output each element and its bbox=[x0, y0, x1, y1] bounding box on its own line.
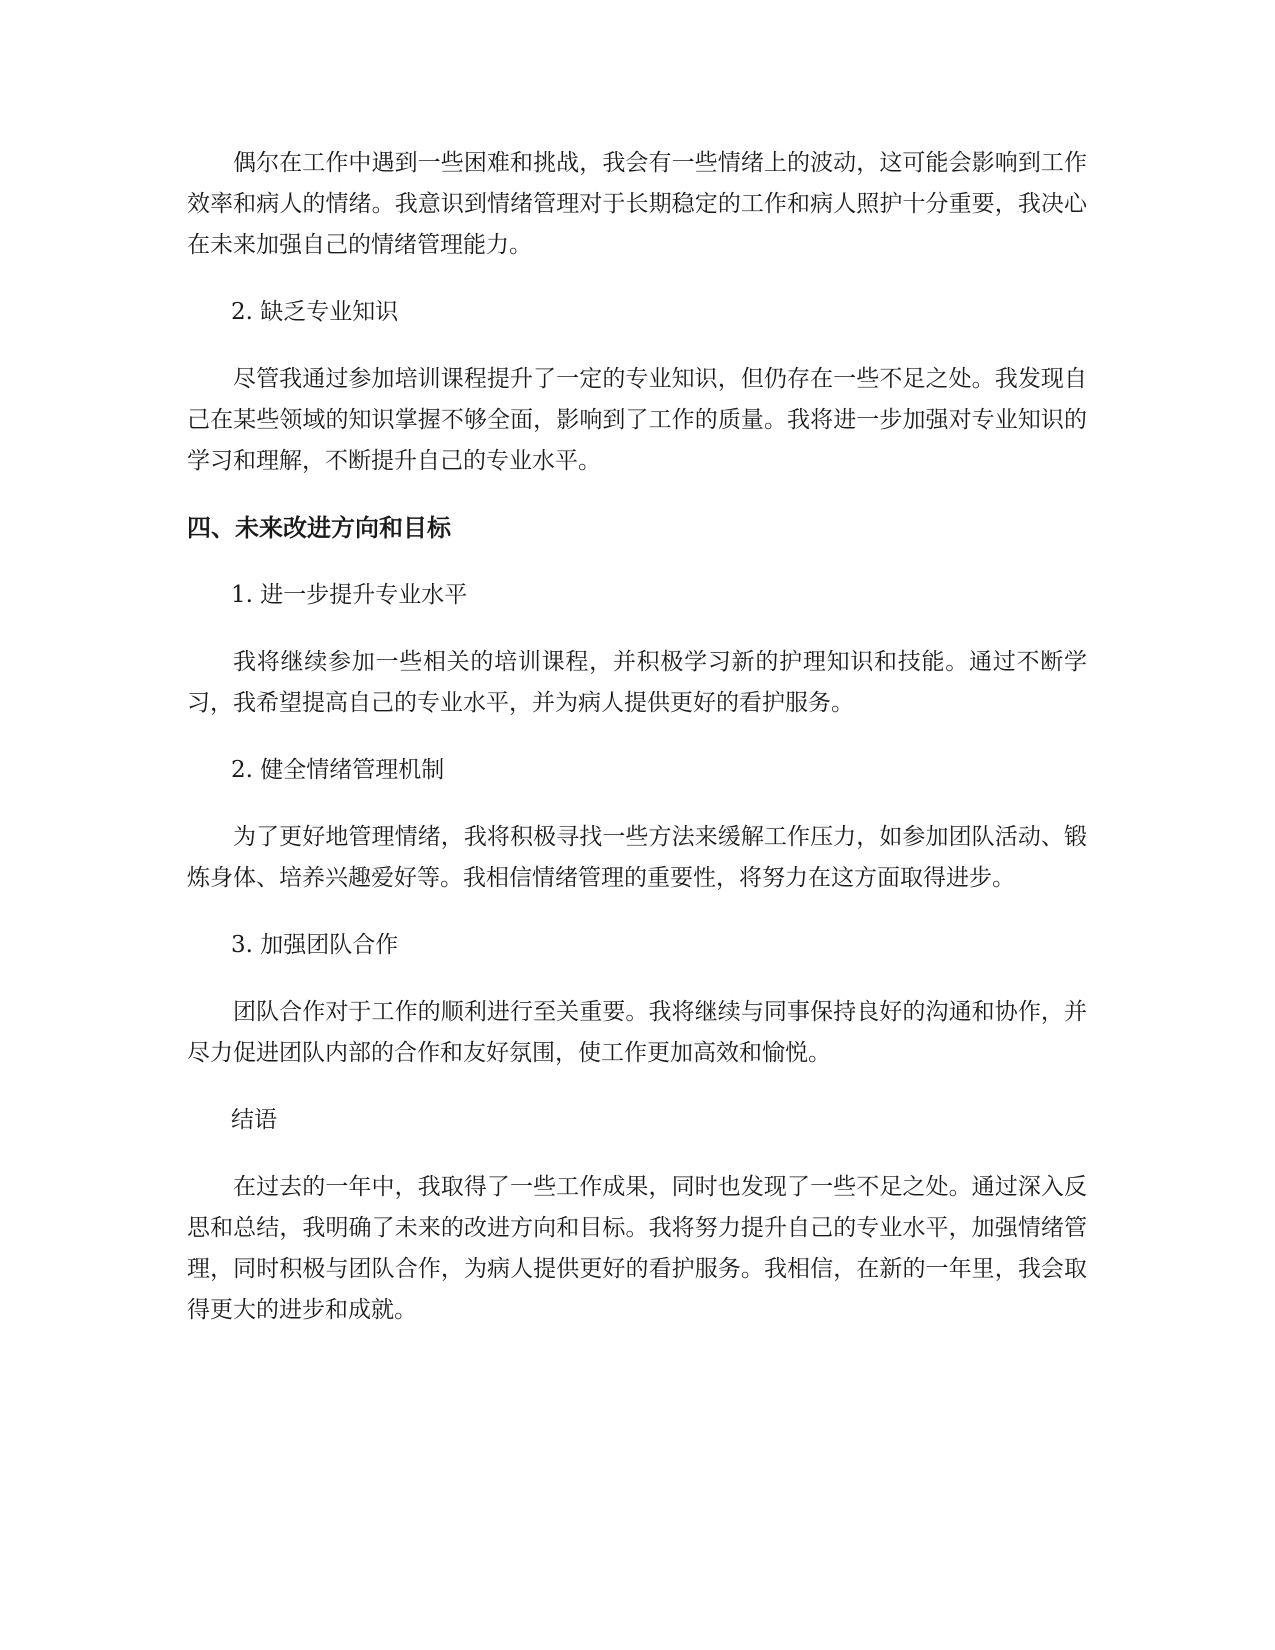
subheading-emotion-management: 2. 健全情绪管理机制 bbox=[231, 757, 445, 783]
paragraph-continue-training: 我将继续参加一些相关的培训课程，并积极学习新的护理知识和技能。通过不断学习，我希望提高自己的专业水平，并为病人提供更好的看护服务。 bbox=[187, 649, 1087, 716]
subheading-teamwork: 3. 加强团队合作 bbox=[231, 932, 399, 958]
subheading-improve-professional-level: 1. 进一步提升专业水平 bbox=[231, 582, 468, 608]
paragraph-emotional-fluctuation: 偶尔在工作中遇到一些困难和挑战，我会有一些情绪上的波动，这可能会影响到工作效率和病人的情绪。我意识到情绪管理对于长期稳定的工作和病人照护十分重要，我决心在未来加强自己的情绪管理能力。 bbox=[187, 150, 1087, 258]
subheading-conclusion: 结语 bbox=[231, 1107, 277, 1133]
section-heading-future-goals: 四、未来改进方向和目标 bbox=[187, 514, 451, 542]
subheading-lack-of-knowledge: 2. 缺乏专业知识 bbox=[231, 299, 399, 325]
paragraph-conclusion: 在过去的一年中，我取得了一些工作成果，同时也发现了一些不足之处。通过深入反思和总结，我明确了未来的改进方向和目标。我将努力提升自己的专业水平，加强情绪管理，同时积极与团队合作，为病人提供更好的看护服务。我相信，在新的一年里，我会取得更大的进步和成就。 bbox=[187, 1174, 1087, 1323]
paragraph-teamwork: 团队合作对于工作的顺利进行至关重要。我将继续与同事保持良好的沟通和协作，并尽力促进团队内部的合作和友好氛围，使工作更加高效和愉悦。 bbox=[187, 999, 1087, 1066]
paragraph-knowledge-gap: 尽管我通过参加培训课程提升了一定的专业知识，但仍存在一些不足之处。我发现自己在某些领域的知识掌握不够全面，影响到了工作的质量。我将进一步加强对专业知识的学习和理解，不断提升自己的专业水平。 bbox=[187, 366, 1087, 474]
paragraph-relieve-stress: 为了更好地管理情绪，我将积极寻找一些方法来缓解工作压力，如参加团队活动、锻炼身体、培养兴趣爱好等。我相信情绪管理的重要性，将努力在这方面取得进步。 bbox=[187, 824, 1087, 891]
document-page bbox=[187, 143, 1087, 1357]
